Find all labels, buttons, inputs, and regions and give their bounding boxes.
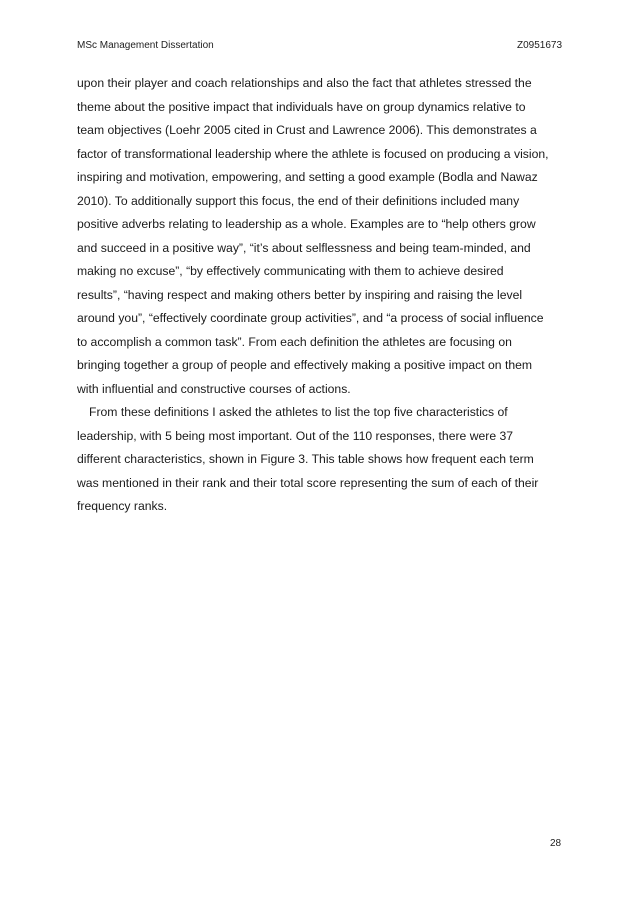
page-number: 28: [550, 838, 562, 849]
running-header-student-id: Z0951673: [517, 40, 563, 51]
paragraph-line: factor of transformational leadership where the athlete is focused on producing a vision,: [77, 146, 549, 161]
paragraph-line: team objectives (Loehr 2005 cited in Crust and Lawrence 2006). This demonstrates a: [77, 123, 537, 137]
paragraph-line: frequency ranks.: [77, 499, 168, 513]
paragraph-line: results”, “having respect and making others better by inspiring and raising the level: [77, 287, 523, 302]
paragraph-line: bringing together a group of people and effectively making a positive impact on them: [77, 358, 533, 372]
paragraph-line: 2010). To additionally support this focus, the end of their definitions included many: [77, 193, 520, 208]
paragraph-line: From these definitions I asked the athletes to list the top five characteristics of: [89, 405, 508, 419]
paragraph-line: and succeed in a positive way”, “it’s about selflessness and being team-minded, and: [77, 240, 531, 255]
paragraph-line: making no excuse”, “by effectively communicating with them to achieve desired: [77, 264, 504, 278]
body-paragraphs: [77, 72, 567, 519]
paragraph-line: different characteristics, shown in Figure 3. This table shows how frequent each term: [77, 452, 534, 466]
paragraph-line: with influential and constructive courses of actions.: [77, 381, 351, 396]
running-header-title: MSc Management Dissertation: [77, 40, 214, 51]
paragraph-line: leadership, with 5 being most important. Out of the 110 responses, there were 37: [77, 428, 514, 443]
paragraph-line: inspiring and motivation, empowering, and setting a good example (Bodla and Nawaz: [77, 170, 538, 184]
paragraph-line: around you”, “effectively coordinate group activities”, and “a process of social influence: [77, 311, 544, 325]
paragraph-line: theme about the positive impact that individuals have on group dynamics relative to: [77, 99, 526, 114]
paragraph-line: to accomplish a common task”. From each definition the athletes are focusing on: [77, 334, 512, 349]
paragraph-line: upon their player and coach relationships and also the fact that athletes stressed the: [77, 76, 532, 90]
paragraph-line: was mentioned in their rank and their total score representing the sum of each of their: [77, 475, 539, 490]
paragraph-line: positive adverbs relating to leadership as a whole. Examples are to “help others grow: [77, 217, 536, 231]
